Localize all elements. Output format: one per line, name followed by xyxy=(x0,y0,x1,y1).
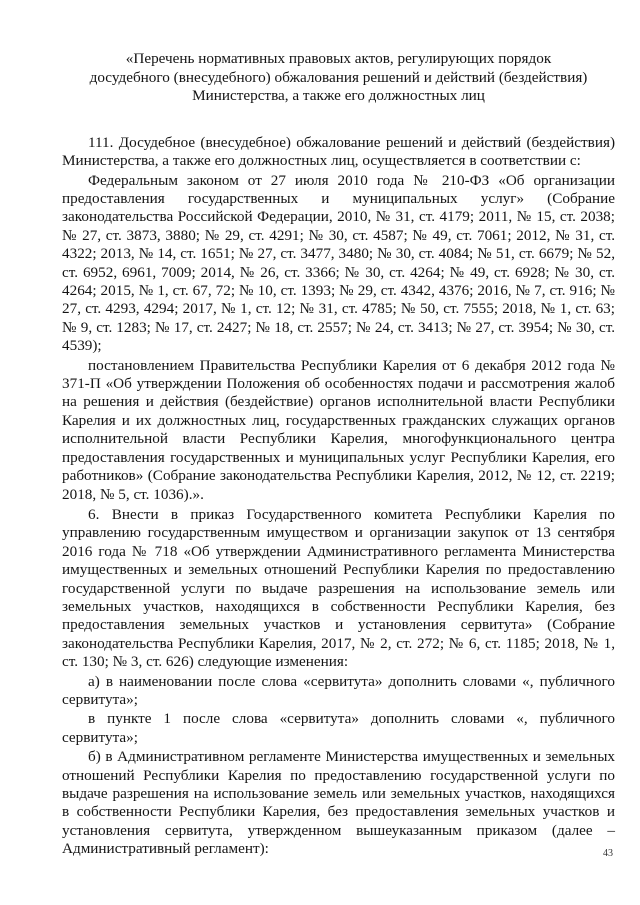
paragraph-resolution: постановлением Правительства Республики Карелия от 6 декабря 2012 года № 371-П «Об утверждении Положения об особенностях подачи и рассмотрения жалоб на решения и действия (бездействие) органов исполнительной власти Республики Карелия и их должностных лиц, государственных гражданских служащих органов исполнительной власти Республики Карелия, многофункционального центра предоставления государственных и муниципальных услуг Республики Карелия, его работников» (Собрание законодательства Республики Карелия, 2012, № 12, ст. 2219; 2018, № 5, ст. 1036).». xyxy=(62,356,615,503)
paragraph-111: 111. Досудебное (внесудебное) обжалование решений и действий (бездействия) Министерства, а также его должностных лиц, осуществляется в соответствии с: xyxy=(62,133,615,170)
document-title xyxy=(62,50,615,106)
title-line: «Перечень нормативных правовых актов, регулирующих порядок xyxy=(125,50,552,67)
paragraph-federal-law: Федеральным законом от 27 июля 2010 года № 210-ФЗ «Об организации предоставления государственных и муниципальных услуг» (Собрание законодательства Российской Федерации, 2010, № 31, ст. 4179; 2011, № 15, ст. 2038; № 27, ст. 3873, 3880; № 29, ст. 4291; № 30, ст. 4587; № 49, ст. 7061; 2012, № 31, ст. 4322; 2013, № 14, ст. 1651; № 27, ст. 3477, 3480; № 30, ст. 4084; № 51, ст. 6679; № 52, ст. 6952, 6961, 7009; 2014, № 26, ст. 3366; № 30, ст. 4264; № 49, ст. 6928; № 30, ст. 4264; 2015, № 1, ст. 67, 72; № 10, ст. 1393; № 29, ст. 4342, 4376; 2016, № 7, ст. 916; № 27, ст. 4293, 4294; 2017, № 1, ст. 12; № 31, ст. 4785; № 50, ст. 7555; 2018, № 1, ст. 63; № 9, ст. 1283; № 17, ст. 2427; № 18, ст. 2557; № 24, ст. 3413; № 27, ст. 3954; № 30, ст. 4539); xyxy=(62,171,615,355)
title-line: досудебного (внесудебного) обжалования решений и действий (бездействия) xyxy=(89,68,588,86)
document-page xyxy=(62,50,615,860)
paragraph-subitem-a: а) в наименовании после слова «сервитута» дополнить словами «, публичного сервитута»; xyxy=(62,672,615,708)
page-number: 43 xyxy=(603,848,613,859)
title-line: Министерства, а также его должностных лиц xyxy=(192,87,485,105)
paragraph-point-1: в пункте 1 после слова «сервитута» дополнить словами «, публичного сервитута»; xyxy=(62,710,615,746)
paragraph-item-6: 6. Внести в приказ Государственного комитета Республики Карелия по управлению государственным имуществом и организации закупок от 13 сентября 2016 года № 718 «Об утверждении Административного регламента Министерства имущественных и земельных отношений Республики Карелия по предоставлению государственной услуги по выдаче разрешения на использование земель или земельных участков, находящихся в собственности Республики Карелия, без предоставления земельных участков и установления сервитута» (Собрание законодательства Республики Карелия, 2017, № 2, ст. 272; № 6, ст. 1185; 2018, № 1, ст. 130; № 3, ст. 626) следующие изменения: xyxy=(62,505,615,671)
paragraph-subitem-b: б) в Административном регламенте Министерства имущественных и земельных отношений Республики Карелия по предоставлению государственной услуги по выдаче разрешения на использование земель или земельных участков, находящихся в собственности Республики Карелия, без предоставления земельных участков и установления сервитута, утвержденном вышеуказанным приказом (далее – Административный регламент): xyxy=(62,748,615,858)
